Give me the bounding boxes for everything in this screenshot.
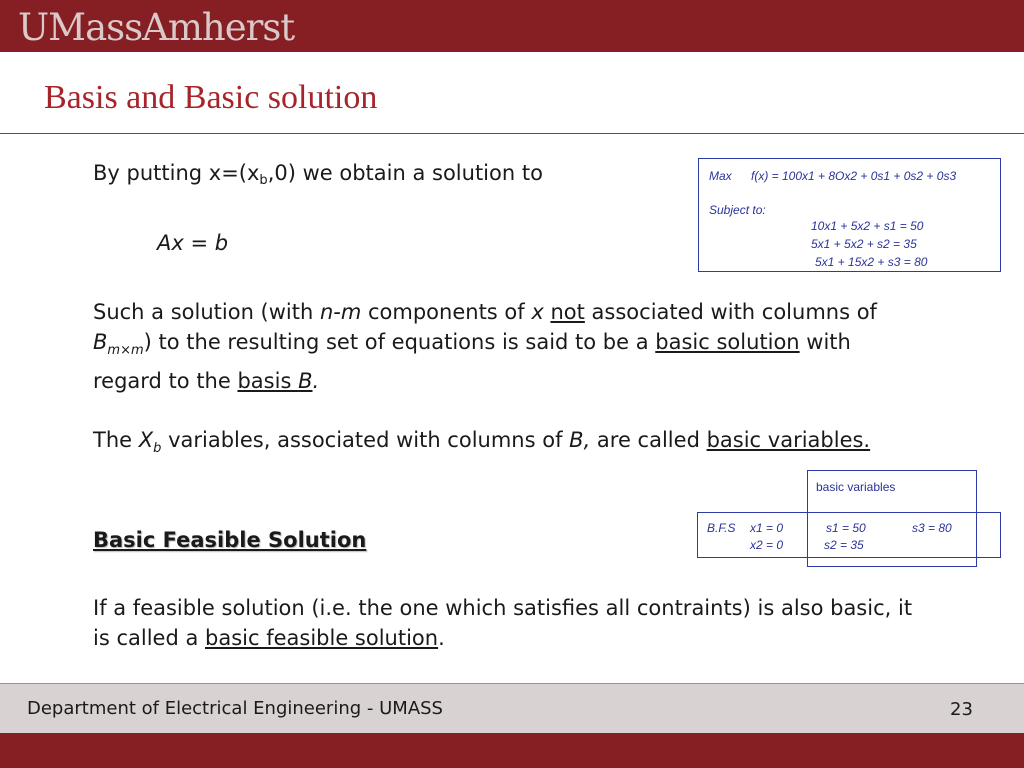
not-underlined: not [550, 300, 585, 324]
lp-max-label: Max [709, 169, 732, 183]
bfs-s2: s2 = 35 [824, 538, 864, 552]
basic-variables-term: basic variables. [706, 428, 871, 452]
equation-ax-b: Ax = b [157, 231, 229, 255]
lp-objective: f(x) = 100x1 + 8Ox2 + 0s1 + 0s2 + 0s3 [751, 169, 957, 183]
paragraph-putting-x: By putting $x=(x_b,0)$ we obtain a solution to [93, 161, 543, 188]
lp-constraint-3: 5x1 + 15x2 + s3 = 80 [815, 255, 928, 269]
basic-variables-label: basic variables [816, 480, 896, 494]
basic-feasible-solution-heading: Basic Feasible Solution [93, 528, 367, 552]
header-bar [0, 0, 1024, 52]
bfs-s3: s3 = 80 [912, 521, 952, 535]
bfs-term: basic feasible solution [205, 626, 439, 650]
basis-b-term: basis B [237, 369, 313, 393]
bfs-x1: x1 = 0 [750, 521, 784, 535]
paragraph-bfs-definition: If a feasible solution (i.e. the one which satisfies all contraints) is also basic, it is called a basic feasible solution. [93, 596, 913, 650]
slide-title: Basis and Basic solution [44, 79, 378, 116]
lp-constraint-1: 10x1 + 5x2 + s1 = 50 [811, 219, 924, 233]
footer-department: Department of Electrical Engineering - UMASS [27, 698, 443, 719]
bfs-x2: x2 = 0 [750, 538, 784, 552]
lp-model-box [698, 158, 1001, 272]
umass-amherst-logo: UMassAmherst [18, 6, 295, 49]
page-number: 23 [950, 699, 973, 720]
paragraph-basic-solution: Such a solution (with n-m components of x not associated with columns of $B_{m\times m}$) to the resulting set of equations is said to be a basic solution with regard to the basis B. [93, 300, 877, 393]
basic-solution-term: basic solution [655, 330, 800, 354]
bottom-bar [0, 733, 1024, 768]
lp-subject-to: Subject to: [709, 203, 766, 217]
title-divider [0, 133, 1024, 134]
bfs-s1: s1 = 50 [826, 521, 866, 535]
lp-constraint-2: 5x1 + 5x2 + s2 = 35 [811, 237, 917, 251]
bfs-label: B.F.S [707, 521, 736, 535]
paragraph-basic-variables: The $X_b$ variables, associated with columns of B, are called basic variables. [93, 428, 871, 456]
